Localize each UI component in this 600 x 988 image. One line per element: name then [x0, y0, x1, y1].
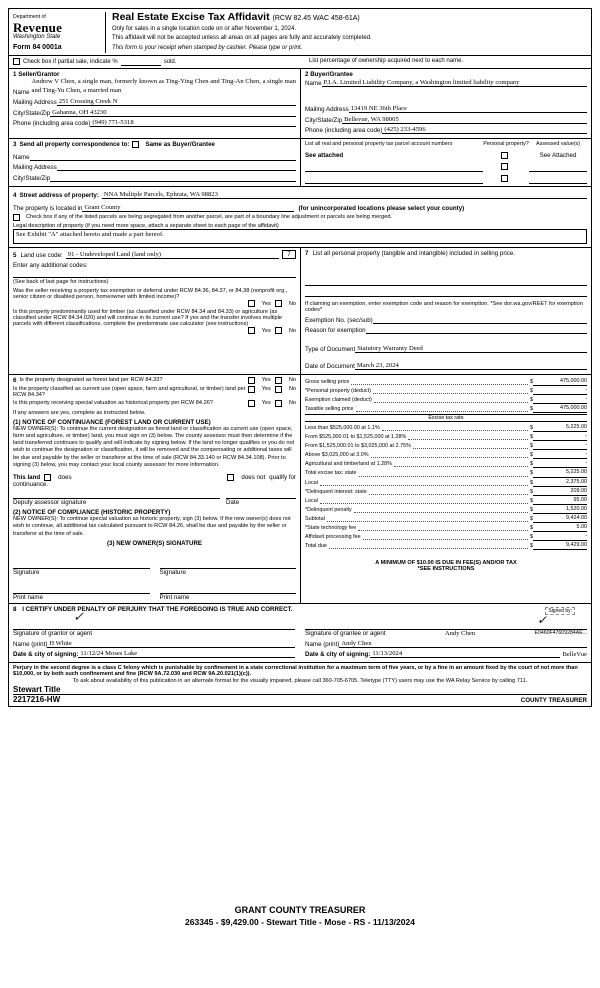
partial-sale-checkbox[interactable] — [13, 58, 20, 65]
assessed-value-1[interactable]: See Attached — [539, 151, 577, 159]
does-not-label: does not — [241, 474, 266, 482]
tax-row — [305, 404, 587, 413]
dollar-sign: $ — [530, 434, 533, 441]
parcel-value[interactable]: See attached — [305, 151, 344, 159]
grantor-name-label: Name (print) — [13, 640, 48, 648]
q1-no-label: No — [288, 300, 296, 307]
tax-total-row — [305, 468, 587, 477]
same-as-buyer-label: Same as Buyer/Grantee — [145, 140, 215, 148]
tax-total-row — [305, 541, 587, 550]
tax-total-amount[interactable]: 9,424.00 — [533, 514, 587, 523]
tax-amount[interactable]: 475,000.00 — [533, 377, 587, 386]
form-title-ref: (RCW 82.45 WAC 458-61A) — [272, 15, 360, 22]
seller-block — [9, 69, 301, 138]
grantee-sig-value: Andy Chen — [444, 629, 476, 637]
leader — [356, 411, 528, 412]
seller-csz-value[interactable]: Gahanna, OH 43230 — [50, 109, 296, 117]
tax-total-row — [305, 496, 587, 505]
buyer-name-label: Name — [305, 79, 322, 87]
does-checkbox[interactable] — [44, 474, 51, 481]
deputy-date-label: Date — [226, 499, 240, 507]
leader — [382, 430, 528, 431]
correspondence-parcels-row — [9, 138, 591, 186]
dollar-sign: $ — [530, 443, 533, 450]
header-text — [105, 12, 587, 53]
dollar-sign: $ — [530, 525, 533, 532]
file-number: 2217216-HW — [13, 694, 61, 704]
tax-rate-row — [305, 450, 587, 459]
landuse-num: 5 — [13, 251, 17, 259]
sec6-q1-no-label: No — [288, 377, 296, 383]
tax-rate-amount[interactable]: - — [533, 441, 587, 450]
landuse-value[interactable]: 91 - Undeveloped Land (land only) — [66, 251, 279, 259]
new-owner-print-label-2: Print name — [159, 593, 190, 601]
grantee-name-value[interactable]: Andy Chen — [339, 640, 587, 648]
reet-affidavit — [8, 8, 592, 707]
legal-desc-value[interactable]: See Exhibit "A" attached hereto and made a part hereof. — [13, 229, 587, 244]
continuance-title-2: (2) NOTICE OF COMPLIANCE (HISTORIC PROPERTY) — [13, 509, 171, 517]
assessed-value-header: Assessed value(s) — [535, 140, 581, 147]
dollar-sign: $ — [530, 405, 533, 412]
leader — [358, 530, 528, 531]
grantee-date-label: Date & city of signing: — [305, 651, 371, 659]
leader — [374, 402, 528, 403]
buyer-num: 2 — [305, 70, 309, 78]
landuse-q2: Is this property predominantly used for timber (as classified under RCW 84.34 and 84.33) or agriculture (as classified under RCW 84.34.020) and will continue in its current use? If yes and the transfer involves multiple parcels with different classifications, complete the predominate use calculator (see instructions) — [13, 309, 282, 327]
seller-phone-value[interactable]: (949) 771-5318 — [90, 119, 296, 127]
exemption-instructions: If claiming an exemption, enter exemption code and reason for exemption. *See dor.wa.gov/REET for exemption codes* — [305, 300, 583, 313]
tax-total-label: *Delinquent interest: state — [305, 488, 367, 495]
dollar-sign: $ — [530, 534, 533, 541]
dollar-sign: $ — [530, 497, 533, 504]
state-label: Washington State — [13, 33, 61, 40]
docusign-id: E0460F47609284AE... — [534, 629, 587, 636]
same-as-buyer-checkbox[interactable] — [132, 141, 139, 148]
buyer-mailing-value[interactable]: 13419 NE 36th Place — [349, 105, 587, 113]
parcel-row-2[interactable] — [305, 163, 483, 172]
perjury-text: Perjury in the second degree is a class C felony which is punishable by confinement in a state correctional institution for a maximum term of five years, or by a fine in an amount fixed by the court of not more than $10,000, or by both such confinement and fine (RCW 9A.72.030 and RCW 9A.20.021(1)(c)). — [13, 664, 578, 677]
sec6-q1-no[interactable] — [275, 377, 282, 384]
continuance-word: continuance. — [13, 481, 49, 489]
treasurer-name: GRANT COUNTY TREASURER — [234, 905, 366, 915]
tax-total-amount[interactable]: 9,429.00 — [533, 541, 587, 550]
tax-amount[interactable]: - — [533, 395, 587, 404]
tax-total-amount[interactable]: - — [533, 532, 587, 541]
certify-text: I CERTIFY UNDER PENALTY OF PERJURY THAT THE FOREGOING IS TRUE AND CORRECT. — [22, 605, 293, 613]
qualify-label: qualify for — [269, 474, 296, 482]
dollar-sign: $ — [530, 387, 533, 394]
landuse-row — [9, 247, 591, 374]
grantor-name-value[interactable]: H White — [47, 640, 295, 648]
leader — [320, 485, 528, 486]
sec6-tax-row — [9, 374, 591, 603]
assessed-value-3[interactable] — [529, 175, 587, 184]
corr-name-label: Name — [13, 153, 30, 161]
tax-total-label: *Delinquent penalty — [305, 506, 352, 513]
leader — [408, 439, 528, 440]
personal-property-header: Personal property? — [483, 140, 529, 147]
tax-total-row — [305, 523, 587, 532]
leader — [373, 393, 528, 394]
buyer-csz-label: City/State/Zip — [305, 116, 343, 124]
segregated-label: Check box if any of the listed parcels are being segregated from another parcel, are part of a boundary line adjustment or parcels are being merged. — [26, 214, 392, 220]
docusign-badge: Signed by: — [545, 607, 575, 615]
header-sub1: Only for sales in a single location code on or after November 1, 2024. — [112, 25, 297, 32]
corr-num: 3 — [13, 140, 17, 148]
ownership-note: List percentage of ownership acquired next to each name. — [309, 57, 464, 64]
treasurer-footer — [8, 905, 592, 927]
additional-codes-label: Enter any additional codes: — [13, 261, 88, 269]
personal-prop-line-1[interactable] — [305, 275, 587, 286]
corr-mailing-value[interactable] — [57, 170, 296, 171]
sec6-block — [9, 374, 301, 603]
grantor-date-value[interactable]: 11/12/24 Moses Lake — [78, 650, 295, 658]
tax-total-label: Affidavit processing fee — [305, 534, 361, 541]
legal-desc-label: Legal description of property (if you need more space, attach a separate sheet to each page of the affidavit) — [13, 222, 279, 229]
county-note: (for unincorporated locations please select your county) — [298, 204, 465, 212]
sec6-q1-yes[interactable] — [248, 377, 255, 384]
leader — [354, 512, 528, 513]
sec6-q2-yes[interactable] — [248, 386, 255, 393]
tax-label: *Personal property (deduct) — [305, 387, 371, 394]
sec6-num: 6 — [13, 376, 17, 384]
property-address-block — [9, 186, 591, 247]
does-label: does — [58, 474, 72, 482]
see-instructions-note: *SEE INSTRUCTIONS — [417, 566, 475, 573]
parcel-row-3[interactable] — [305, 175, 483, 184]
tax-total-label: Subtotal — [305, 516, 325, 523]
dollar-sign: $ — [530, 516, 533, 523]
buyer-heading: Buyer/Grantee — [310, 70, 353, 78]
county-value[interactable]: Grant County — [82, 204, 294, 212]
personal-prop-num: 7 — [305, 249, 309, 257]
landuse-q1: Was the seller receiving a property tax exemption or deferral under RCW 84.36, 84.37, or 84.38 (nonprofit org., senior citizen or disabled person, homeowner with limited income)? — [13, 288, 288, 300]
personal-property-checkbox-3[interactable] — [501, 175, 508, 182]
q2-no-checkbox[interactable] — [275, 327, 282, 334]
leader — [359, 476, 528, 477]
new-owner-sig-title: (3) NEW OWNER(S) SIGNATURE — [106, 539, 203, 547]
buyer-block — [301, 69, 591, 138]
new-owner-print-1[interactable] — [13, 584, 150, 594]
grantor-date-label: Date & city of signing: — [13, 651, 79, 659]
dept-label: Department of — [13, 14, 46, 20]
tax-rate-label: Above $3,025,000 at 3.0% — [305, 452, 369, 459]
dollar-sign: $ — [530, 543, 533, 550]
sec6-q2-no[interactable] — [275, 386, 282, 393]
leader — [371, 457, 528, 458]
tax-amount[interactable]: - — [533, 386, 587, 395]
tax-total-amount[interactable]: 209.00 — [533, 487, 587, 496]
company-name: Stewart Title — [13, 684, 61, 694]
doc-type-label: Type of Document — [305, 346, 356, 353]
leader — [351, 384, 528, 385]
dollar-sign: $ — [530, 488, 533, 495]
new-owner-sig-label-1: Signature — [13, 568, 40, 576]
additional-codes-note: (See back of last page for instructions) — [13, 279, 109, 285]
excise-rate-header: Excise tax rate — [305, 414, 587, 422]
right-upper-block — [301, 248, 591, 374]
partial-sale-suffix: sold. — [163, 58, 177, 65]
dollar-sign: $ — [530, 452, 533, 459]
tax-total-row — [305, 532, 587, 541]
new-owner-sig-1[interactable] — [13, 559, 150, 569]
sec6-q1-yes-label: Yes — [261, 377, 271, 383]
buyer-mailing-label: Mailing Address — [305, 106, 349, 114]
leader — [413, 448, 528, 449]
correspondence-block — [9, 139, 301, 186]
tax-total-label: Total excise tax: state — [305, 470, 357, 477]
dollar-sign: $ — [530, 378, 533, 385]
tax-rate-label: From $525,000.01 to $1,525,000 at 1.28% — [305, 434, 407, 441]
sec6-q3-yes-label: Yes — [261, 400, 271, 406]
dollar-sign: $ — [530, 396, 533, 403]
agency-logo — [13, 12, 105, 53]
revenue-wordmark: Revenue — [13, 19, 63, 35]
q1-no-checkbox[interactable] — [275, 300, 282, 307]
tax-calc-block — [301, 374, 591, 603]
sec6-q3-yes[interactable] — [248, 400, 255, 407]
tax-total-amount[interactable]: 2,375.00 — [533, 478, 587, 487]
q1-yes-label: Yes — [261, 300, 271, 307]
additional-codes-input[interactable] — [13, 269, 296, 278]
grantee-sig-label: Signature of grantee or agent — [305, 629, 386, 637]
sec6-q2-yes-label: Yes — [261, 386, 271, 392]
new-owner-print-2[interactable] — [160, 584, 297, 594]
tax-rows — [305, 377, 587, 413]
grantee-date-value[interactable]: 11/13/2024 — [370, 650, 560, 658]
sec6-q3: Is this property receiving special valuation as historical property per RCW 84.26? — [13, 399, 213, 406]
this-land-label: This land — [13, 474, 41, 482]
tax-total-amount[interactable]: 95.00 — [533, 496, 587, 505]
street-label: Street address of property: — [19, 191, 99, 199]
tax-total-row — [305, 478, 587, 487]
landuse-block — [9, 248, 301, 374]
parcels-header: List all real and personal property tax parcel account numbers — [305, 140, 453, 147]
form-header — [9, 9, 591, 55]
tax-rate-amount[interactable]: - — [533, 459, 587, 468]
continuance-p1: NEW OWNER(S): To continue the current designation as forest land or classification as current use (open space, farm and agriculture, or timber) land, you must sign on (3) below. The county assessor must then determine if the land transferred continues to qualify and will indicate by signing below. If the land no longer qualifies or you do not wish to continue the designation or classification, it will be removed and the compensating or additional taxes will be due and payable by the seller or transferor at the time of sale (RCW 84.33.140 or RCW 84.34.108). Prior to signing (3) below, you may contact your local county assessor for more information. — [13, 425, 295, 468]
tax-row — [305, 386, 587, 395]
q2-no-label: No — [288, 327, 296, 334]
does-not-checkbox[interactable] — [227, 474, 234, 481]
q1-yes-checkbox[interactable] — [248, 300, 255, 307]
seller-name-value[interactable]: Andrew V Chen, a single man, formerly known as Ting-Ying Chen and Ting-An Chen, a single man and Ting-Yu Chen, a married man — [31, 77, 296, 94]
county-treasurer-label: COUNTY TREASURER — [520, 696, 587, 704]
leader — [327, 521, 528, 522]
tax-rate-rows — [305, 423, 587, 469]
seller-num: 1 — [13, 70, 17, 78]
tax-total-amount[interactable]: 5.00 — [533, 523, 587, 532]
tax-total-label: Total due — [305, 543, 327, 550]
buyer-phone-label: Phone (including area code) — [305, 127, 383, 135]
tax-total-amount[interactable]: 5,225.00 — [533, 468, 587, 477]
personal-property-checkbox-1[interactable] — [501, 152, 508, 159]
exemption-no-label: Exemption No. (sec/sub) — [305, 316, 373, 324]
assessed-value-2[interactable] — [529, 163, 587, 172]
q2-yes-checkbox[interactable] — [248, 327, 255, 334]
exemption-reason-value[interactable] — [366, 333, 587, 334]
tax-label: Gross selling price — [305, 378, 350, 385]
corr-csz-label: City/State/Zip — [13, 174, 51, 182]
county-label: The property is located in — [13, 204, 83, 212]
q2-yes-label: Yes — [261, 327, 271, 334]
sec6-q3-no-label: No — [288, 400, 296, 406]
partial-sale-label: Check box if partial sale, indicate % — [23, 58, 118, 65]
grantee-city-value[interactable]: BelleVue — [562, 651, 587, 659]
leader — [369, 494, 528, 495]
grantee-name-label: Name (print) — [305, 640, 340, 648]
tax-rate-row — [305, 459, 587, 468]
personal-property-checkbox-2[interactable] — [501, 163, 508, 170]
buyer-phone-value[interactable]: (425) 233-4596 — [382, 126, 587, 134]
sec6-q1: Is the property designated as forest land per RCW 84.33? — [19, 376, 163, 383]
landuse-label: Land use code: — [20, 251, 63, 259]
segregated-checkbox[interactable] — [13, 214, 20, 221]
header-sub3: This form is your receipt when stamped by cashier. Please type or print. — [112, 44, 303, 51]
minimum-note: A MINIMUM OF $10.00 IS DUE IN FEE(S) AND/OR TAX — [375, 560, 517, 567]
tax-label: Exemption claimed (deduct) — [305, 396, 372, 403]
continuance-title-1: (1) NOTICE OF CONTINUANCE (FOREST LAND OR CURRENT USE) — [13, 418, 211, 426]
form-title: Real Estate Excise Tax Affidavit (RCW 82.45 WAC 458-61A) — [112, 11, 360, 23]
exemption-no-value[interactable] — [373, 323, 587, 324]
doc-date-value[interactable]: March 23, 2024 — [355, 362, 587, 370]
personal-prop-label: List all personal property (tangible and intangible) included in selling price. — [312, 249, 516, 257]
seller-mailing-label: Mailing Address — [13, 99, 57, 107]
leader — [394, 466, 528, 467]
tax-rate-row — [305, 441, 587, 450]
tax-total-amount[interactable]: 1,520.00 — [533, 505, 587, 514]
new-owner-print-label-1: Print name — [13, 593, 43, 601]
corr-csz-value[interactable] — [50, 181, 296, 182]
street-value[interactable]: NNA Multiple Parcels, Ephrata, WA 98823 — [102, 191, 587, 199]
sec6-q3-no[interactable] — [275, 400, 282, 407]
treasurer-receipt: 263345 - $9,429.00 - Stewart Title - Mose - RS - 11/13/2024 — [185, 917, 415, 927]
tax-rate-label: Less than $525,000.00 at 1.1% — [305, 424, 380, 431]
doc-date-label: Date of Document — [305, 363, 355, 370]
leader — [320, 503, 528, 504]
continuance-p2: NEW OWNER(S): To continue special valuation as historic property, sign (3) below. If the new owner(s) does not wish to continue, all additional tax calculated pursuant to RCW 84.26, shall be due and payable by the seller or transferor at the time of sale. — [13, 516, 291, 537]
street-num: 4 — [13, 191, 17, 199]
partial-sale-row — [9, 55, 591, 68]
tax-rate-amount[interactable]: 5,225.00 — [533, 423, 587, 432]
new-owner-sig-label-2: Signature — [159, 568, 186, 576]
corr-label: Send all property correspondence to: — [19, 140, 130, 148]
parcels-block — [301, 139, 591, 186]
tax-total-label: Local — [305, 497, 318, 504]
grantor-signature-mark: ✓ — [73, 608, 84, 624]
grantor-sig-label: Signature of grantor or agent — [13, 629, 295, 637]
tax-row — [305, 377, 587, 386]
tax-total-rows — [305, 468, 587, 550]
dollar-sign: $ — [530, 424, 533, 431]
seller-csz-label: City/State/Zip — [13, 109, 51, 117]
tax-total-label: *State technology fee — [305, 525, 357, 532]
landuse-code-box[interactable]: 7 — [282, 250, 296, 259]
tax-total-label: Local — [305, 479, 318, 486]
tax-rate-label: From $1,525,000.01 to $3,025,000 at 2.75% — [305, 443, 411, 450]
seller-phone-label: Phone (including area code) — [13, 120, 91, 128]
parties-row — [9, 68, 591, 138]
seller-name-label: Name — [13, 88, 30, 96]
tax-total-row — [305, 514, 587, 523]
tax-rate-label: Agricultural and timberland at 1.28% — [305, 461, 392, 468]
dollar-sign: $ — [530, 506, 533, 513]
partial-sale-input[interactable] — [121, 58, 161, 66]
buyer-name-value[interactable]: P.I.A. Limited Liability Company, a Washington limited liability company — [322, 79, 587, 87]
buyer-csz-value[interactable]: Bellevue, WA 98005 — [342, 116, 587, 124]
tax-row — [305, 395, 587, 404]
tax-total-row — [305, 505, 587, 514]
perjury-block — [9, 662, 591, 706]
certify-num: 8 — [13, 605, 17, 613]
tax-rate-amount[interactable]: - — [533, 432, 587, 441]
sec6-q2-no-label: No — [288, 386, 296, 392]
doc-type-value[interactable]: Statutory Warranty Deed — [355, 345, 587, 353]
corr-name-value[interactable] — [30, 160, 296, 161]
sec6-q2: Is the property classified as current use (open space, farm and agricultural, or timber) land per RCW 84.34? — [13, 385, 246, 398]
leader — [329, 548, 528, 549]
deputy-sig-label: Deputy assessor signature — [13, 499, 87, 507]
form-number: Form 84 0001a — [13, 44, 62, 51]
tax-rate-row — [305, 423, 587, 432]
grantee-signature-mark: ✓ — [536, 612, 547, 627]
dollar-sign: $ — [530, 461, 533, 468]
tax-amount[interactable]: 475,000.00 — [533, 404, 587, 413]
dollar-sign: $ — [530, 479, 533, 486]
certify-block — [9, 603, 591, 662]
exemption-reason-label: Reason for exemption — [305, 327, 366, 334]
tax-total-row — [305, 487, 587, 496]
header-sub2: This affidavit will not be accepted unless all areas on all pages are fully and accurately completed. — [112, 35, 372, 42]
sec6-note: If any answers are yes, complete as instructed below. — [13, 409, 146, 416]
leader — [363, 539, 528, 540]
seller-mailing-value[interactable]: 251 Crossing Creek N — [57, 98, 296, 106]
corr-mailing-label: Mailing Address — [13, 164, 57, 172]
seller-heading: Seller/Grantor — [18, 70, 60, 78]
tax-rate-amount[interactable]: - — [533, 450, 587, 459]
tax-label: Taxable selling price — [305, 405, 354, 412]
new-owner-sig-2[interactable] — [160, 559, 297, 569]
tax-rate-row — [305, 432, 587, 441]
dollar-sign: $ — [530, 470, 533, 477]
personal-prop-line-2[interactable] — [305, 286, 587, 297]
ada-note: To ask about availability of this publication in an alternate format for the visually impaired, please call 360-705-6705. Teletype (TTY) users may use the WA Relay Service by calling 711. — [72, 677, 528, 684]
